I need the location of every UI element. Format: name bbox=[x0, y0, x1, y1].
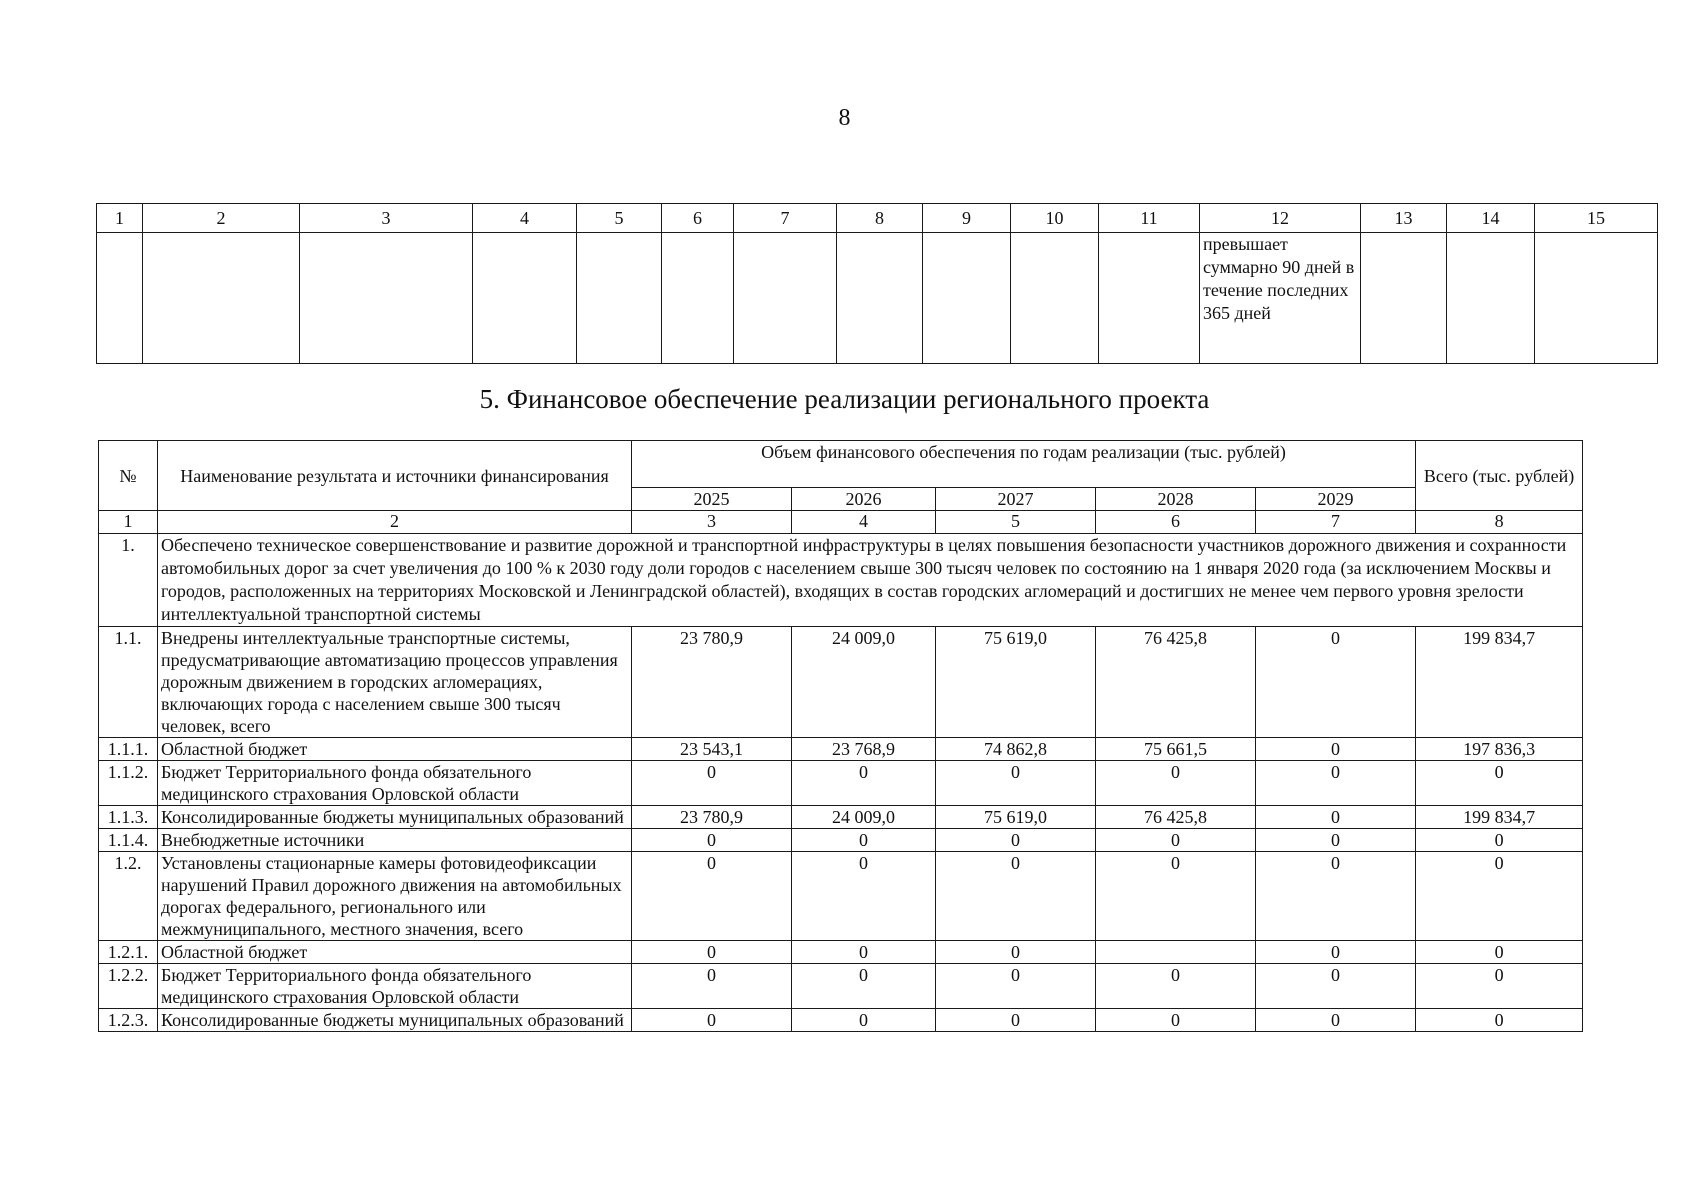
total-cell: 199 834,7 bbox=[1416, 806, 1583, 829]
year-value-cell: 0 bbox=[792, 852, 936, 941]
year-value-cell: 0 bbox=[792, 1009, 936, 1032]
table-cell bbox=[923, 233, 1011, 364]
year-value-cell: 0 bbox=[1256, 806, 1416, 829]
year-value-cell: 0 bbox=[1096, 964, 1256, 1009]
row-name: Областной бюджет bbox=[158, 941, 632, 964]
year-value-cell: 0 bbox=[632, 852, 792, 941]
year-value-cell: 0 bbox=[1256, 627, 1416, 738]
year-value-cell: 76 425,8 bbox=[1096, 627, 1256, 738]
header-volume: Объем финансового обеспечения по годам реализации (тыс. рублей) bbox=[632, 441, 1416, 488]
row-name: Внебюджетные источники bbox=[158, 829, 632, 852]
year-value-cell: 75 619,0 bbox=[936, 627, 1096, 738]
table-row bbox=[99, 829, 1583, 852]
table-row bbox=[99, 964, 1583, 1009]
year-value-cell: 0 bbox=[632, 941, 792, 964]
table-cell bbox=[662, 233, 734, 364]
column-number: 2 bbox=[158, 511, 632, 534]
row-name: Установлены стационарные камеры фотовидеофиксации нарушений Правил дорожного движения на автомобильных дорогах федерального, регионального или межмуниципального, местного значения, всего bbox=[158, 852, 632, 941]
year-value-cell: 0 bbox=[1256, 829, 1416, 852]
year-value-cell: 23 780,9 bbox=[632, 627, 792, 738]
goal-text: Обеспечено техническое совершенствование и развитие дорожной и транспортной инфраструктуры в целях повышения безопасности участников дорожного движения и сохранности автомобильных дорог за счет увеличения до 100 % к 2030 году доли городов с населением свыше 300 тысяч человек по состоянию на 1 января 2020 года (за исключением Москвы и городов, расположенных на территориях Московской и Ленинградской областей), входящих в состав городских агломераций и достигших не менее чем первого уровня зрелости интеллектуальной транспортной системы bbox=[158, 534, 1583, 627]
finance-column-numbers-row bbox=[99, 511, 1583, 534]
year-value-cell: 0 bbox=[936, 852, 1096, 941]
row-name: Внедрены интеллектуальные транспортные системы, предусматривающие автоматизацию процессов управления дорожным движением в городских агломерациях, включающих города с населением свыше 300 тысяч человек, всего bbox=[158, 627, 632, 738]
row-number: 1.2.2. bbox=[99, 964, 158, 1009]
total-cell: 0 bbox=[1416, 941, 1583, 964]
row-number: 1.1. bbox=[99, 627, 158, 738]
column-number: 9 bbox=[923, 204, 1011, 233]
column-number: 5 bbox=[936, 511, 1096, 534]
continuation-table bbox=[96, 203, 1658, 364]
column-number: 10 bbox=[1011, 204, 1099, 233]
table-row bbox=[99, 738, 1583, 761]
year-value-cell: 0 bbox=[936, 964, 1096, 1009]
column-number: 12 bbox=[1200, 204, 1361, 233]
column-number: 1 bbox=[97, 204, 143, 233]
column-number: 11 bbox=[1099, 204, 1200, 233]
column-number: 1 bbox=[99, 511, 158, 534]
year-value-cell: 23 543,1 bbox=[632, 738, 792, 761]
row-number: 1. bbox=[99, 534, 158, 627]
table-cell bbox=[1447, 233, 1535, 364]
year-value-cell: 0 bbox=[792, 964, 936, 1009]
table-cell bbox=[1361, 233, 1447, 364]
table-row bbox=[99, 761, 1583, 806]
year-value-cell: 0 bbox=[936, 1009, 1096, 1032]
table-row bbox=[99, 806, 1583, 829]
table-cell bbox=[577, 233, 662, 364]
header-year: 2025 bbox=[632, 488, 792, 511]
total-cell: 0 bbox=[1416, 964, 1583, 1009]
total-cell: 0 bbox=[1416, 1009, 1583, 1032]
year-value-cell: 0 bbox=[792, 829, 936, 852]
continuation-body-row bbox=[97, 233, 1658, 364]
header-year: 2027 bbox=[936, 488, 1096, 511]
row-number: 1.2. bbox=[99, 852, 158, 941]
year-value-cell: 0 bbox=[1256, 761, 1416, 806]
continuation-header-row bbox=[97, 204, 1658, 233]
table-cell bbox=[1011, 233, 1099, 364]
column-number: 8 bbox=[837, 204, 923, 233]
header-name: Наименование результата и источники финансирования bbox=[158, 441, 632, 511]
row-number: 1.1.1. bbox=[99, 738, 158, 761]
column-number: 5 bbox=[577, 204, 662, 233]
year-value-cell: 24 009,0 bbox=[792, 627, 936, 738]
table-cell bbox=[97, 233, 143, 364]
year-value-cell: 0 bbox=[936, 941, 1096, 964]
total-cell: 199 834,7 bbox=[1416, 627, 1583, 738]
year-value-cell: 0 bbox=[792, 941, 936, 964]
year-value-cell: 0 bbox=[1096, 761, 1256, 806]
header-year: 2028 bbox=[1096, 488, 1256, 511]
table-row bbox=[99, 941, 1583, 964]
finance-table bbox=[98, 440, 1583, 1032]
year-value-cell: 75 661,5 bbox=[1096, 738, 1256, 761]
column-number: 6 bbox=[1096, 511, 1256, 534]
year-value-cell: 23 768,9 bbox=[792, 738, 936, 761]
year-value-cell: 0 bbox=[632, 1009, 792, 1032]
year-value-cell: 0 bbox=[1096, 1009, 1256, 1032]
table-cell bbox=[734, 233, 837, 364]
column-number: 15 bbox=[1535, 204, 1658, 233]
table-row bbox=[99, 627, 1583, 738]
year-value-cell: 0 bbox=[936, 761, 1096, 806]
year-value-cell: 0 bbox=[936, 829, 1096, 852]
table-cell bbox=[143, 233, 300, 364]
row-number: 1.2.1. bbox=[99, 941, 158, 964]
year-value-cell: 0 bbox=[1256, 738, 1416, 761]
header-total: Всего (тыс. рублей) bbox=[1416, 441, 1583, 511]
year-value-cell: 74 862,8 bbox=[936, 738, 1096, 761]
row-name: Консолидированные бюджеты муниципальных образований bbox=[158, 1009, 632, 1032]
row-number: 1.1.4. bbox=[99, 829, 158, 852]
header-year: 2029 bbox=[1256, 488, 1416, 511]
row-name: Консолидированные бюджеты муниципальных образований bbox=[158, 806, 632, 829]
column-number: 2 bbox=[143, 204, 300, 233]
table-row bbox=[99, 852, 1583, 941]
year-value-cell: 0 bbox=[792, 761, 936, 806]
year-value-cell: 23 780,9 bbox=[632, 806, 792, 829]
total-cell: 0 bbox=[1416, 829, 1583, 852]
section-title: 5. Финансовое обеспечение реализации регионального проекта bbox=[479, 384, 1210, 414]
header-year: 2026 bbox=[792, 488, 936, 511]
year-value-cell: 0 bbox=[1096, 829, 1256, 852]
column-number: 3 bbox=[632, 511, 792, 534]
total-cell: 197 836,3 bbox=[1416, 738, 1583, 761]
column-number: 6 bbox=[662, 204, 734, 233]
row-number: 1.2.3. bbox=[99, 1009, 158, 1032]
row-number: 1.1.2. bbox=[99, 761, 158, 806]
year-value-cell: 75 619,0 bbox=[936, 806, 1096, 829]
column-number: 3 bbox=[300, 204, 473, 233]
table-cell bbox=[300, 233, 473, 364]
column-number: 8 bbox=[1416, 511, 1583, 534]
goal-row bbox=[99, 534, 1583, 627]
year-value-cell: 0 bbox=[1096, 852, 1256, 941]
year-value-cell: 0 bbox=[1256, 852, 1416, 941]
total-cell: 0 bbox=[1416, 761, 1583, 806]
total-cell: 0 bbox=[1416, 852, 1583, 941]
year-value-cell: 0 bbox=[632, 761, 792, 806]
year-value-cell: 0 bbox=[1256, 941, 1416, 964]
column-number: 14 bbox=[1447, 204, 1535, 233]
year-value-cell: 0 bbox=[1256, 1009, 1416, 1032]
page-number: 8 bbox=[838, 105, 851, 131]
row-number: 1.1.3. bbox=[99, 806, 158, 829]
table-cell bbox=[1535, 233, 1658, 364]
table-cell bbox=[837, 233, 923, 364]
year-value-cell: 0 bbox=[632, 964, 792, 1009]
year-value-cell: 0 bbox=[632, 829, 792, 852]
column-number: 4 bbox=[473, 204, 577, 233]
header-num: № bbox=[99, 441, 158, 511]
table-row bbox=[99, 1009, 1583, 1032]
year-value-cell: 76 425,8 bbox=[1096, 806, 1256, 829]
row-name: Бюджет Территориального фонда обязательного медицинского страхования Орловской области bbox=[158, 761, 632, 806]
column-number: 7 bbox=[1256, 511, 1416, 534]
column-number: 4 bbox=[792, 511, 936, 534]
row-name: Бюджет Территориального фонда обязательного медицинского страхования Орловской области bbox=[158, 964, 632, 1009]
column-number: 7 bbox=[734, 204, 837, 233]
table-cell: превышает суммарно 90 дней в течение последних 365 дней bbox=[1200, 233, 1361, 364]
table-cell bbox=[473, 233, 577, 364]
year-value-cell: 24 009,0 bbox=[792, 806, 936, 829]
row-name: Областной бюджет bbox=[158, 738, 632, 761]
column-number: 13 bbox=[1361, 204, 1447, 233]
table-cell bbox=[1099, 233, 1200, 364]
finance-header-row bbox=[99, 441, 1583, 488]
year-value-cell bbox=[1096, 941, 1256, 964]
year-value-cell: 0 bbox=[1256, 964, 1416, 1009]
